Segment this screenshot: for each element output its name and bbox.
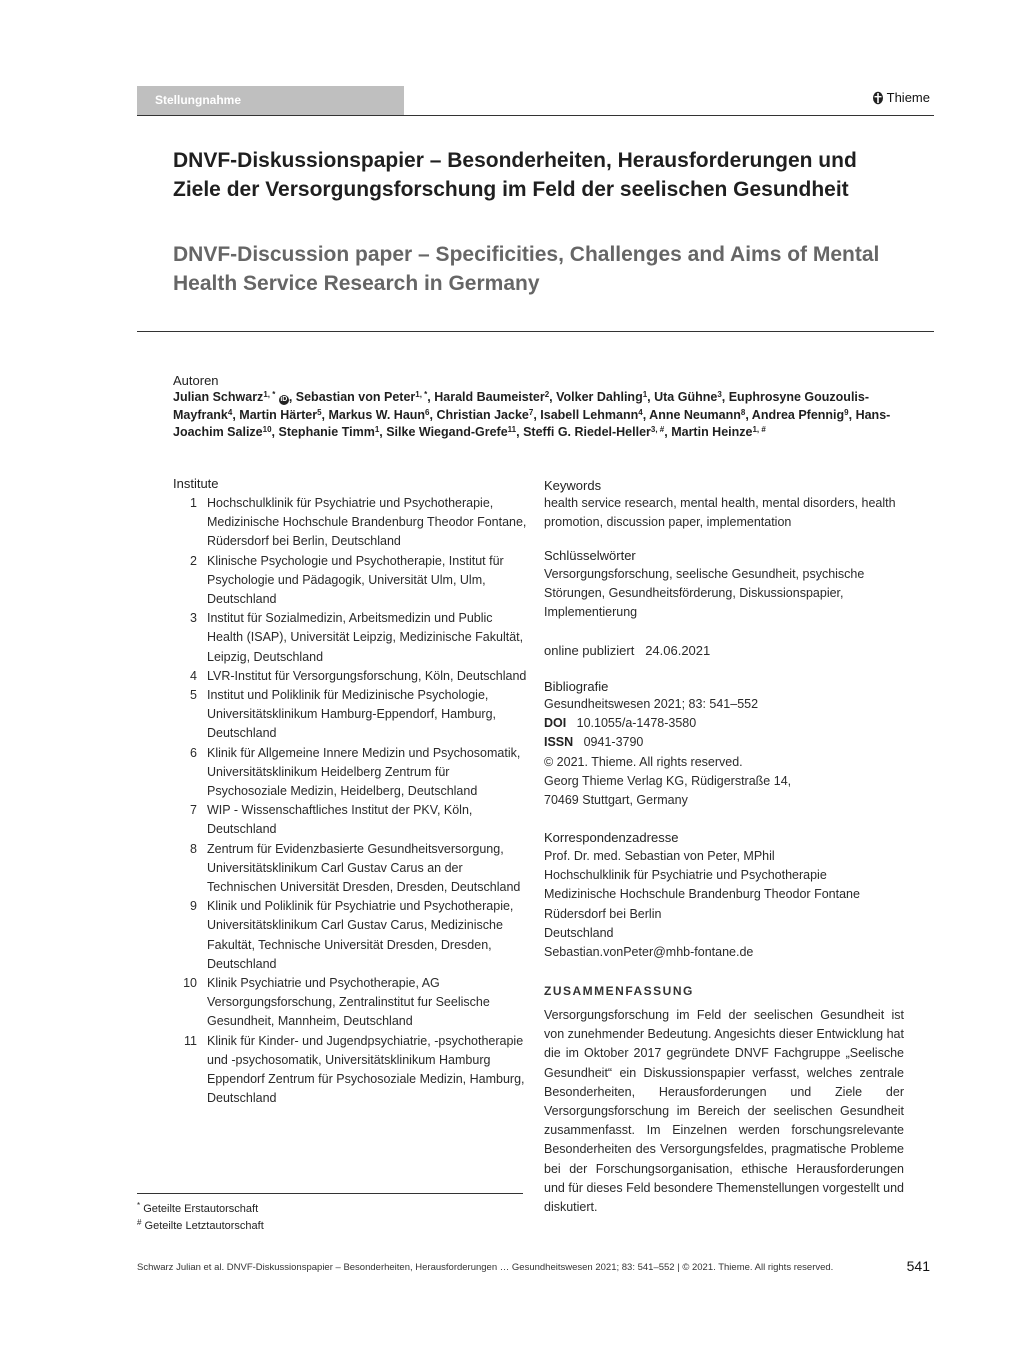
institute-item: [173, 667, 528, 686]
section-tab: Stellungnahme: [137, 86, 404, 115]
author-name: Anne Neumann: [649, 407, 741, 422]
author-name: Christian Jacke: [436, 407, 529, 422]
institute-item: [173, 686, 528, 744]
institute-text: Klinik und Poliklinik für Psychiatrie und Psychotherapie, Universitätsklinikum Carl Gustav Carus, Medizinische Fakultät, Technische Universität Dresden, Dresden, Deutschland: [207, 899, 514, 971]
keywords-text: health service research, mental health, mental disorders, health promotion, discussion paper, implementation: [544, 496, 896, 530]
title-english: DNVF-Discussion paper – Specificities, Challenges and Aims of Mental Health Service Research in Germany: [173, 243, 880, 295]
institute-text: Klinik für Kinder- und Jugendpsychiatrie, -psychotherapie und -psychosomatik, Universitätsklinikum Hamburg Eppendorf Zentrum für Psychosoziale Medizin, Hamburg, Deutschland: [207, 1033, 525, 1106]
online-label: online publiziert: [544, 643, 635, 658]
institute-text: Klinik für Allgemeine Innere Medizin und Psychosomatik, Universitätsklinikum Heidelberg Zentrum für Psychosoziale Medizin, Heidelberg, Deutschland: [207, 745, 521, 799]
institute-number: 10: [183, 976, 197, 991]
page-footer-citation: Schwarz Julian et al. DNVF-Diskussionspapier – Besonderheiten, Herausforderungen … Gesundheitswesen 2021; 83: 541–552 | © 2021. Thieme. All rights reserved.: [137, 1262, 834, 1273]
orcid-icon[interactable]: iD: [280, 396, 288, 403]
institute-item: [173, 1032, 528, 1109]
doi-link[interactable]: 10.1055/a-1478-3580: [576, 716, 697, 731]
author-affiliation: 1, #: [752, 425, 766, 434]
author-affiliation: 3: [717, 390, 722, 399]
author-affiliation: 11: [507, 425, 517, 434]
institute-number: 1: [190, 496, 197, 510]
publisher-address-1: Georg Thieme Verlag KG, Rüdigerstraße 14,: [544, 773, 792, 788]
korr-email[interactable]: Sebastian.vonPeter@mhb-fontane.de: [544, 945, 754, 960]
publisher-name: Thieme: [886, 90, 930, 105]
bibliografie-block: [544, 695, 904, 810]
author-affiliation: 5: [317, 407, 322, 417]
institute-number: 8: [190, 841, 197, 856]
author-affiliation: 3, #: [650, 425, 665, 434]
institute-item: [173, 840, 528, 898]
institute-text: Hochschulklinik für Psychiatrie und Psychotherapie, Medizinische Hochschule Brandenburg Theodor Fontane, Rüdersdorf bei Berlin, Deutschland: [207, 496, 527, 549]
author-affiliation: 10: [262, 425, 272, 434]
author-name: Hans-Joachim Salize: [173, 407, 891, 439]
author-name: Julian Schwarz: [173, 390, 264, 404]
author-name: Harald Baumeister: [434, 390, 545, 404]
author-affiliation: 4: [638, 407, 643, 417]
author-name: Volker Dahling: [556, 390, 643, 404]
institute-item: [173, 609, 528, 667]
author-affiliation: 1, *: [263, 390, 276, 399]
institute-item: [173, 974, 528, 1032]
page-number: 541: [906, 1258, 930, 1274]
institutes-label: Institute: [173, 476, 219, 491]
author-affiliation: 9: [844, 407, 849, 417]
online-date: 24.06.2021: [645, 643, 711, 658]
institute-number: 4: [190, 668, 197, 683]
schluesselwoerter-text: Versorgungsforschung, seelische Gesundheit, psychische Störungen, Gesundheitsförderung, Diskussionspapier, Implementierung: [544, 567, 865, 620]
copyright: © 2021. Thieme. All rights reserved.: [544, 754, 743, 769]
institute-number: 7: [190, 803, 197, 818]
korr-line: Rüdersdorf bei Berlin: [544, 906, 662, 921]
journal-citation: Gesundheitswesen 2021; 83: 541–552: [544, 697, 759, 711]
footnotes: [137, 1201, 264, 1234]
korrespondenz-block: [544, 847, 904, 962]
institute-number: 5: [190, 688, 197, 703]
thieme-emblem-icon: [872, 91, 884, 105]
institute-text: Klinische Psychologie und Psychotherapie, Institut für Psychologie und Pädagogik, Universität Ulm, Ulm, Deutschland: [207, 553, 504, 607]
author-name: Andrea Pfennig: [751, 407, 845, 422]
publisher-address-2: 70469 Stuttgart, Germany: [544, 793, 688, 808]
institute-number: 3: [190, 611, 197, 626]
zusammenfassung-text: Versorgungsforschung im Feld der seelischen Gesundheit ist von zunehmender Bedeutung. Angesichts dieser Entwicklung hat die im Oktober 2017 gegründete DNVF Fachgruppe „Seelische Gesundheit“ ein Diskussionspapier verfasst, welches zentrale Besonderheiten, Herausforderungen und Ziele der Versorgungsforschung im Bereich der seelischen Gesundheit zusammenfasst. Im Einzelnen werden forschungsrelevante Besonderheiten des Versorgungsfeldes, pragmatische Probleme bei der Forschungsorganisation, ethische Herausforderungen und für dieses Feld besondere Themenstellungen vorgestellt und diskutiert.: [544, 1008, 904, 1215]
institute-number: 6: [190, 745, 197, 760]
institute-text: Klinik Psychiatrie und Psychotherapie, AG Versorgungsforschung, Zentralinstitut fur Seelische Gesundheit, Mannheim, Deutschland: [207, 976, 490, 1029]
authors-label: Autoren: [173, 373, 219, 388]
author-affiliation: 1, *: [415, 390, 428, 399]
korr-line: Prof. Dr. med. Sebastian von Peter, MPhil: [544, 849, 775, 863]
institute-number: 9: [190, 899, 197, 914]
title-german: DNVF-Diskussionspapier – Besonderheiten, Herausforderungen und Ziele der Versorgungsforschung im Feld der seelischen Gesundheit: [173, 149, 857, 201]
institute-list: [173, 494, 528, 1109]
korr-line: Hochschulklinik für Psychiatrie und Psychotherapie: [544, 868, 827, 883]
issn-row: ISSN 0941-3790: [544, 735, 644, 750]
author-affiliation: 2: [544, 390, 550, 399]
institute-item: [173, 494, 528, 552]
institute-number: 2: [190, 553, 197, 568]
author-name: Sebastian von Peter: [295, 390, 416, 404]
author-name: Martin Heinze: [671, 425, 753, 439]
author-name: Stephanie Timm: [278, 425, 375, 439]
keywords-label: Keywords: [544, 478, 602, 493]
footnote-rule: [137, 1193, 523, 1194]
author-affiliation: 8: [740, 407, 746, 417]
header-rule: [137, 115, 934, 116]
korrespondenz-label: Korrespondenzadresse: [544, 830, 679, 845]
author-name: Euphrosyne Gouzoulis-Mayfrank: [173, 390, 870, 422]
author-name: Uta Gühne: [654, 390, 718, 404]
author-list: Julian Schwarz$^{1, *}$ iD , Sebastian von Peter$^{1, *}$, Harald Baumeister$^2$, Volker Dahling$^1$, Uta Gühne$^3$, Euphrosyne Gouzoulis-Mayfrank$^4$, Martin Härter$^5$, Markus W. Haun$^6$, Christian Jacke$^7$, Isabell Lehmann$^4$, Anne Neumann$^8$, Andrea Pfennig$^9$, Hans-Joachim Salize$^{10}$, Stephanie Timm$^1$, Silke Wiegand-Grefe$^{11}$, Steffi G. Riedel-Heller$^{3, \#}$, Martin Heinze$^{1, \#}$: [173, 390, 891, 439]
author-name: Isabell Lehmann: [540, 407, 639, 422]
schluesselwoerter-label: Schlüsselwörter: [544, 548, 636, 563]
online-published: [544, 641, 904, 660]
author-name: Markus W. Haun: [328, 407, 426, 422]
author-affiliation: 1: [374, 425, 380, 434]
bibliografie-label: Bibliografie: [544, 679, 609, 694]
doi-row: DOI 10.1055/a-1478-3580: [544, 716, 697, 731]
author-name: Steffi G. Riedel-Heller: [523, 425, 651, 439]
institute-text: Institut für Sozialmedizin, Arbeitsmedizin und Public Health (ISAP), Universität Leipzig, Medizinische Fakultät, Leipzig, Deutschland: [207, 611, 524, 664]
author-affiliation: 4: [227, 407, 233, 417]
zusammenfassung-heading: ZUSAMMENFASSUNG: [544, 984, 694, 998]
publisher-logo: [872, 90, 930, 105]
footnote-first-author: * Geteilte Erstautorschaft: [137, 1201, 259, 1215]
author-affiliation: 7: [528, 407, 534, 417]
institute-item: [173, 897, 528, 974]
author-name: Silke Wiegand-Grefe: [386, 425, 508, 439]
institute-text: LVR-Institut für Versorgungsforschung, Köln, Deutschland: [207, 668, 527, 683]
institute-number: 11: [184, 1033, 197, 1048]
korr-line: Medizinische Hochschule Brandenburg Theodor Fontane: [544, 887, 860, 902]
author-name: Martin Härter: [239, 407, 318, 422]
author-affiliation: 1: [642, 390, 648, 399]
institute-item: [173, 801, 528, 839]
institute-text: WIP - Wissenschaftliches Institut der PKV, Köln, Deutschland: [207, 803, 473, 837]
footnote-last-author: # Geteilte Letztautorschaft: [137, 1217, 264, 1232]
institute-text: Institut und Poliklinik für Medizinische Psychologie, Universitätsklinikum Hamburg-Eppendorf, Hamburg, Deutschland: [207, 688, 497, 741]
author-affiliation: 6: [425, 407, 430, 417]
institute-item: [173, 552, 528, 610]
institute-text: Zentrum für Evidenzbasierte Gesundheitsversorgung, Universitätsklinikum Carl Gustav Carus an der Technischen Universität Dresden, Dresden, Deutschland: [207, 841, 521, 895]
title-rule: [137, 331, 934, 332]
korr-line: Deutschland: [544, 925, 614, 940]
institute-item: [173, 744, 528, 802]
